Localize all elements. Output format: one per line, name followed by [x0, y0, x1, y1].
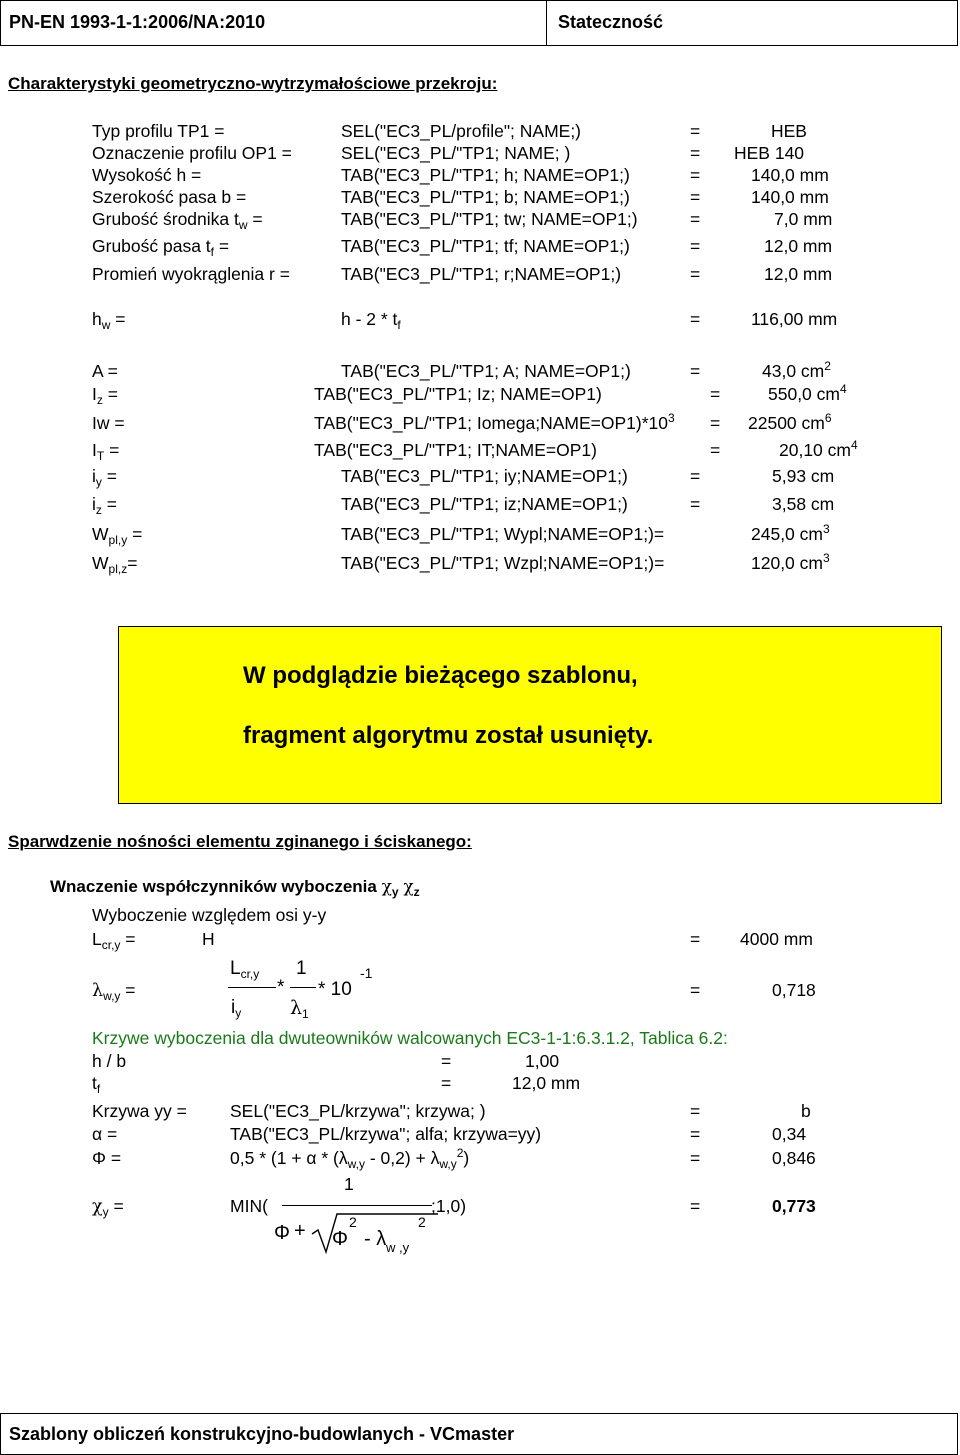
- row-equals: =: [690, 143, 701, 163]
- row-label: Typ profilu TP1 =: [92, 121, 225, 141]
- row-equals: =: [690, 236, 701, 256]
- row-value: HEB 140: [734, 143, 805, 163]
- row-formula: TAB("EC3_PL/"TP1; Wypl;NAME=OP1;)=: [341, 524, 665, 544]
- row-formula: TAB("EC3_PL/"TP1; A; NAME=OP1;): [341, 361, 631, 381]
- fraction-line: [290, 987, 316, 988]
- row-equals: =: [690, 361, 701, 381]
- row-value: b: [801, 1101, 811, 1121]
- lambda-subscript: w ,y: [386, 1240, 410, 1255]
- multiply-sign: *: [277, 977, 285, 998]
- row-formula: SEL("EC3_PL/krzywa"; krzywa; ): [230, 1101, 486, 1121]
- fraction-line: [282, 1205, 432, 1206]
- row-label: h / b: [92, 1051, 127, 1071]
- row-formula: TAB("EC3_PL/"TP1; tf; NAME=OP1;): [341, 236, 630, 256]
- row-equals: =: [690, 165, 701, 185]
- row-value: 245,0 $cm^3$: [751, 522, 830, 544]
- row-label: Wysokość h =: [92, 165, 202, 185]
- row-equals: =: [690, 309, 701, 329]
- row-formula: TAB("EC3_PL/"TP1; Iz; NAME=OP1): [314, 384, 602, 404]
- geometry-section-title: Charakterystyki geometryczno-wytrzymałościowe przekroju:: [8, 74, 498, 93]
- page-footer: [0, 1413, 958, 1455]
- fraction-line: [228, 987, 276, 988]
- row-value: 0,34: [772, 1124, 807, 1144]
- row-label: Krzywa yy =: [92, 1101, 187, 1121]
- row-formula: TAB("EC3_PL/"TP1; r;NAME=OP1;): [341, 264, 622, 284]
- row-formula: TAB("EC3_PL/"TP1; tw; NAME=OP1;): [341, 209, 638, 229]
- row-equals: =: [690, 466, 701, 486]
- page-header: [0, 0, 958, 46]
- row-equals: =: [710, 384, 721, 404]
- row-equals: =: [690, 187, 701, 207]
- row-label: Oznaczenie profilu OP1 =: [92, 143, 292, 163]
- row-equals: =: [690, 264, 701, 284]
- row-equals: =: [441, 1051, 452, 1071]
- standard-code: PN-EN 1993-1-1:2006/NA:2010: [9, 12, 266, 32]
- lambda1-denominator: $\lambda_1$: [290, 997, 309, 1021]
- row-value: HEB: [771, 121, 807, 141]
- row-label: α =: [92, 1124, 118, 1144]
- row-label: $h_w$ =: [92, 309, 126, 332]
- row-label: $W_{pl,y}$ =: [92, 524, 143, 547]
- row-label: Szerokość pasa b =: [92, 187, 247, 207]
- row-label: $L_{cr,y}$ =: [92, 929, 136, 952]
- row-label: $I_z$ =: [92, 384, 118, 407]
- row-equals: =: [690, 494, 701, 514]
- power-ten: * 10: [318, 979, 352, 1000]
- row-equals: =: [690, 1124, 701, 1144]
- row-formula: TAB("EC3_PL/"TP1; iy;NAME=OP1;): [341, 466, 628, 486]
- row-value: 7,0 mm: [774, 209, 833, 229]
- row-value: 140,0 mm: [751, 165, 829, 185]
- row-label: $t_f$: [92, 1073, 101, 1096]
- buckling-coef-subtitle: Wnaczenie współczynników wyboczenia $\chi_y$ $\chi_z$: [50, 877, 420, 899]
- row-formula: h - $2 * t_f$: [341, 309, 401, 332]
- square-exp: 2: [349, 1214, 357, 1230]
- min-tail: ;1,0): [431, 1196, 467, 1216]
- row-equals: =: [690, 980, 701, 1000]
- section-title: Stateczność: [558, 12, 664, 32]
- row-equals: =: [710, 413, 721, 433]
- row-value: 116,00 mm: [751, 309, 838, 329]
- chi-numerator: 1: [344, 1174, 354, 1194]
- iy-denominator: $i_y$: [231, 997, 242, 1020]
- axis-label: Wyboczenie względem osi y-y: [92, 905, 327, 925]
- phi-symbol: Φ: [274, 1222, 290, 1244]
- row-value: 12,0 mm: [764, 236, 833, 256]
- footer-text: Szablony obliczeń konstrukcyjno-budowlanych - VCmaster: [9, 1424, 515, 1444]
- curves-title: Krzywe wyboczenia dla dwuteowników walcowanych EC3-1-1:6.3.1.2, Tablica 6.2:: [92, 1028, 728, 1048]
- chi-formula: [0, 1172, 960, 1262]
- row-label: Φ =: [92, 1148, 122, 1168]
- row-formula: $0,5 * (1 + \alpha * (\lambda_{w,y} - 0,2) + \lambda_{w,y}^2)$: [230, 1146, 470, 1171]
- row-formula: TAB("EC3_PL/"TP1; $Iomega;NAME=OP1)*10^3$: [314, 411, 675, 433]
- row-value: 4000 mm: [740, 929, 813, 949]
- check-section-title: Sparwdzenie nośności elementu zginanego i ściskanego:: [8, 832, 472, 851]
- header-divider: [546, 1, 547, 45]
- row-value: 22500 $cm^6$: [748, 411, 832, 433]
- lcr-numerator: $L_{cr,y}$: [230, 958, 260, 981]
- min-function: MIN(: [230, 1196, 268, 1216]
- row-value: 12,0 mm: [512, 1073, 581, 1093]
- row-equals: =: [710, 440, 721, 460]
- row-formula: TAB("EC3_PL/"TP1; h; NAME=OP1;): [341, 165, 630, 185]
- preview-notice: [118, 626, 942, 804]
- row-label: Grubość środnika $t_w$ =: [92, 209, 263, 232]
- row-label: $W_{pl,z}=$: [92, 553, 138, 576]
- minus-lambda: - λ: [364, 1228, 387, 1250]
- row-value: 140,0 mm: [751, 187, 829, 207]
- chi-result: 0,773: [772, 1196, 816, 1216]
- row-label: $I_T$ =: [92, 440, 120, 463]
- notice-line-1: W podglądzie bieżącego szablonu,: [243, 662, 638, 689]
- exponent: -1: [360, 965, 373, 981]
- row-equals: =: [690, 1196, 701, 1216]
- row-equals: =: [690, 209, 701, 229]
- row-formula: TAB("EC3_PL/"TP1; Wzpl;NAME=OP1;)=: [341, 553, 665, 573]
- row-value: 1,00: [525, 1051, 560, 1071]
- row-equals: =: [690, 1148, 701, 1168]
- row-value: 3,58 cm: [772, 494, 835, 514]
- phi-symbol-2: Φ: [332, 1228, 348, 1250]
- row-value: 0,718: [772, 980, 816, 1000]
- row-value: 20,10 $cm^4$: [779, 438, 858, 460]
- row-value: 0,846: [772, 1148, 816, 1168]
- plus-sign: +: [294, 1220, 306, 1242]
- row-equals: =: [441, 1073, 452, 1093]
- row-formula: TAB("EC3_PL/"TP1; IT;NAME=OP1): [314, 440, 597, 460]
- row-value: 120,0 $cm^3$: [751, 551, 830, 573]
- row-formula: SEL("EC3_PL/profile"; NAME;): [341, 121, 582, 141]
- row-formula: TAB("EC3_PL/"TP1; b; NAME=OP1;): [341, 187, 630, 207]
- one-numerator: 1: [296, 958, 307, 979]
- chi-label: $\chi_y$ =: [92, 1196, 124, 1219]
- row-formula: H: [202, 929, 215, 949]
- row-label: $i_z$ =: [92, 494, 117, 517]
- slenderness-formula: [0, 955, 960, 1030]
- lambda-label: $\lambda_{w,y}$ =: [92, 980, 136, 1003]
- notice-line-2: fragment algorytmu został usunięty.: [243, 722, 654, 749]
- row-value: 12,0 mm: [764, 264, 833, 284]
- row-label: A =: [92, 361, 118, 381]
- row-formula: SEL("EC3_PL/"TP1; NAME; ): [341, 143, 571, 163]
- row-value: 43,0 $cm^2$: [762, 359, 831, 381]
- row-value: 550,0 $cm^4$: [768, 382, 847, 404]
- row-label: Grubość pasa $t_f$ =: [92, 236, 230, 259]
- row-label: Iw =: [92, 413, 125, 433]
- row-value: 5,93 cm: [772, 466, 835, 486]
- row-formula: TAB("EC3_PL/"TP1; iz;NAME=OP1;): [341, 494, 628, 514]
- row-equals: =: [690, 929, 701, 949]
- row-equals: =: [690, 121, 701, 141]
- row-formula: TAB("EC3_PL/krzywa"; alfa; krzywa=yy): [230, 1124, 542, 1144]
- row-label: $i_y$ =: [92, 466, 117, 489]
- row-equals: =: [690, 1101, 701, 1121]
- square-exp-2: 2: [418, 1214, 426, 1230]
- row-label: Promień wyokrąglenia r =: [92, 264, 290, 284]
